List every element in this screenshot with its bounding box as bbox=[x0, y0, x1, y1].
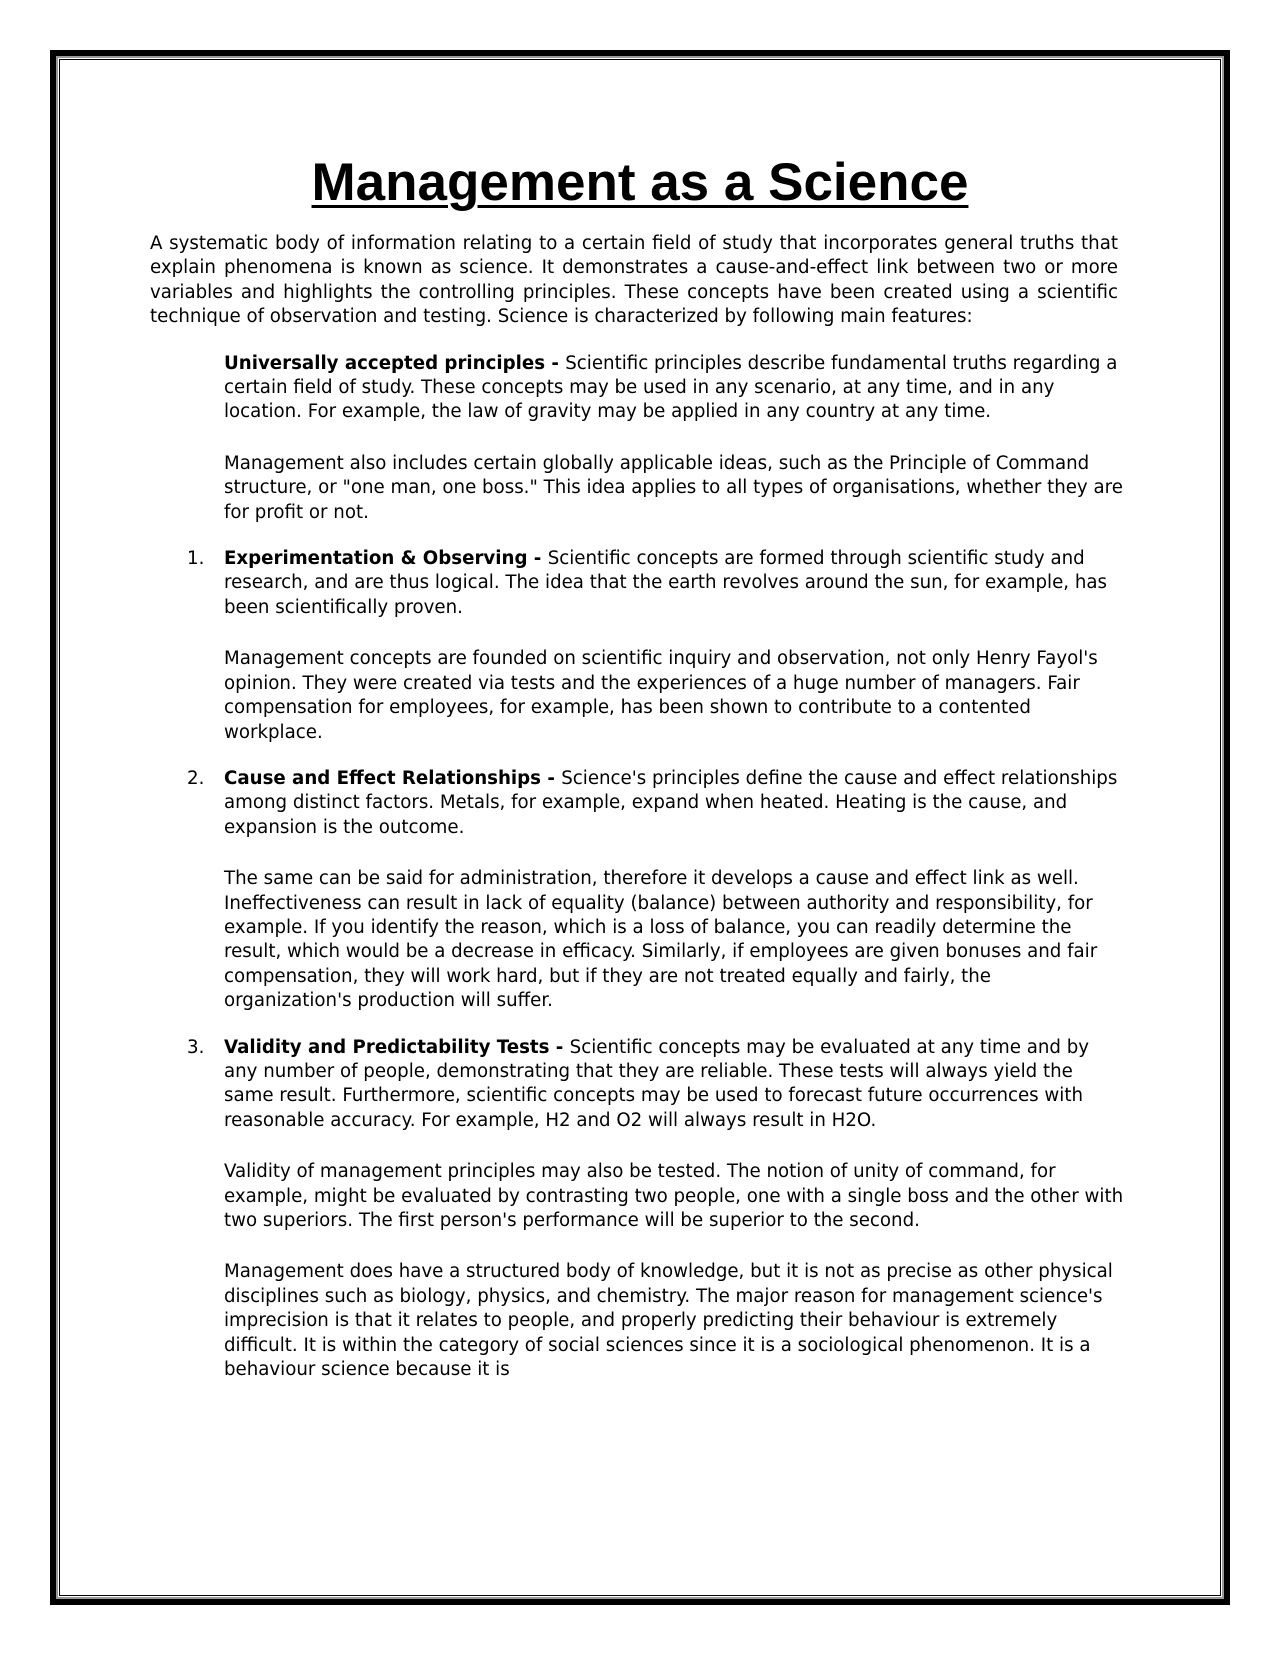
item-heading: Validity and Predictability Tests - bbox=[224, 1036, 570, 1058]
item-paragraph: Management does have a structured body of knowledge, but it is not as precise as other physical disciplines such as biology, physics, and chemistry. The major reason for management science's imprecision is that it relates to people, and properly predicting their behaviour is extremely difficult. It is within the category of social sciences since it is a sociological phenomenon. It is a behaviour science because it is bbox=[224, 1261, 1113, 1381]
document-title: Management as a Science bbox=[311, 153, 969, 212]
list-item bbox=[224, 352, 1124, 525]
item-lead-paragraph bbox=[224, 767, 1124, 840]
item-lead-paragraph bbox=[224, 1036, 1124, 1134]
feature-list bbox=[150, 352, 1124, 1383]
list-number: 2. bbox=[187, 767, 205, 789]
item-paragraph: The same can be said for administration, therefore it develops a cause and effect link as well. Ineffectiveness can result in lack of equality (balance) between authority and responsibility, for example. If you identify the reason, which is a loss of balance, you can readily determine the result, which would be a decrease in efficacy. Similarly, if employees are given bonuses and fair compensation, they will work hard, but if they are not treated equally and fairly, the organization's production will suffer. bbox=[224, 868, 1098, 1012]
item-paragraph: Management also includes certain globally applicable ideas, such as the Principle of Command structure, or "one man, one boss." This idea applies to all types of organisations, whether they are for profit or not. bbox=[224, 452, 1123, 523]
item-text: Scientific concepts are formed through scientific study and research, and are thus logical. The idea that the earth revolves around the sun, for example, has been scientifically proven. bbox=[224, 548, 1107, 618]
list-number: 3. bbox=[187, 1036, 205, 1058]
item-paragraph: Management concepts are founded on scientific inquiry and observation, not only Henry Fayol's opinion. They were created via tests and the experiences of a huge number of managers. Fair compensation for employees, for example, has been shown to contribute to a contented workplace. bbox=[224, 648, 1098, 743]
item-text: Scientific concepts may be evaluated at any time and by any number of people, demonstrating that they are reliable. These tests will always yield the same result. Furthermore, scientific concepts may be used to forecast future occurrences with reasonable accuracy. For example, H2 and O2 will always result in H2O. bbox=[224, 1036, 1090, 1131]
intro-paragraph: A systematic body of information relating to a certain field of study that incorporates general truths that explain phenomena is known as science. It demonstrates a cause-and-effect link between two or more variables and highlights the controlling principles. These concepts have been created using a scientific technique of observation and testing. Science is characterized by following main features: bbox=[150, 233, 1118, 328]
document-body bbox=[150, 232, 1124, 1382]
list-number: 1. bbox=[187, 548, 205, 570]
list-item bbox=[187, 1036, 1124, 1383]
item-heading: Experimentation & Observing - bbox=[224, 548, 548, 570]
item-text: Science's principles define the cause and effect relationships among distinct factors. Metals, for example, expand when heated. Heating is the cause, and expansion is the outcome. bbox=[224, 767, 1118, 838]
item-paragraph: Validity of management principles may also be tested. The notion of unity of command, for example, might be evaluated by contrasting two people, one with a single boss and the other with two superiors. The first person's performance will be superior to the second. bbox=[224, 1161, 1124, 1231]
list-item bbox=[187, 547, 1124, 745]
item-heading: Universally accepted principles - bbox=[224, 352, 566, 374]
item-text: Scientific principles describe fundamental truths regarding a certain field of study. These concepts may be used in any scenario, at any time, and in any location. For example, the law of gravity may be applied in any country at any time. bbox=[224, 352, 1118, 423]
list-item bbox=[187, 767, 1124, 1014]
item-lead-paragraph bbox=[224, 352, 1124, 425]
item-lead-paragraph bbox=[224, 547, 1124, 620]
item-heading: Cause and Effect Relationships - bbox=[224, 767, 562, 789]
